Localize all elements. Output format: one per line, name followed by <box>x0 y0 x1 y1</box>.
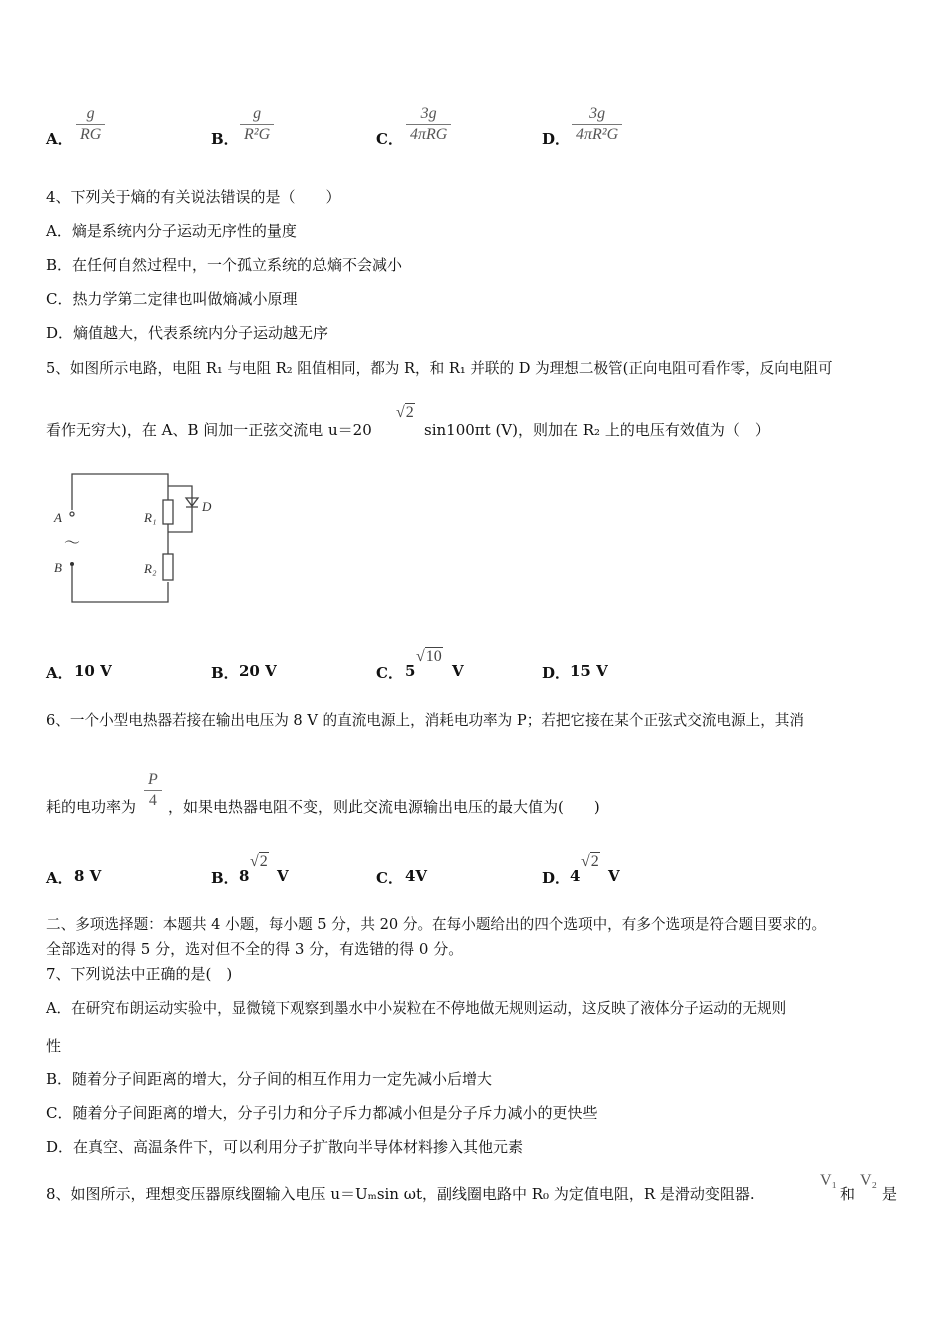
q7-option-d: D．在真空、高温条件下，可以利用分子扩散向半导体材料掺入其他元素 <box>46 1138 524 1156</box>
q5-option-d-text: 15 V <box>570 662 608 680</box>
q6-b-sqrt: √2 <box>250 853 268 870</box>
section2-heading-line2: 全部选对的得 5 分，选对但不全的得 3 分，有选错的得 0 分。 <box>46 940 464 958</box>
q4-option-d: D．熵值越大，代表系统内分子运动越无序 <box>46 324 329 342</box>
q8-stem: 8、如图所示，理想变压器原线圈输入电压 u＝Uₘsin ωt，副线圈电路中 R₀ 为定值电阻，R 是滑动变阻器. <box>46 1185 755 1203</box>
voltmeter-v2-symbol: V₂ <box>860 1172 878 1189</box>
q6-option-d-pre: 4 <box>570 867 581 885</box>
r1-resistor <box>163 500 173 524</box>
q3-option-d-label: D． <box>542 130 571 148</box>
terminal-a <box>70 512 74 516</box>
q3-b-num: g <box>253 105 262 122</box>
q3-option-c-label: C． <box>376 130 403 148</box>
q6-stem-line2-post: ，如果电热器电阻不变，则此交流电源输出电压的最大值为( ) <box>168 798 600 816</box>
r2-resistor <box>163 554 173 580</box>
q6-b-radicand: 2 <box>259 853 268 870</box>
label-a: A <box>54 510 62 525</box>
q3-c-num: 3g <box>420 105 437 122</box>
q5-stem-line1: 5、如图所示电路，电阻 R₁ 与电阻 R₂ 阻值相同，都为 R，和 R₁ 并联的 D 为理想二极管(正向电阻可看作零，反向电阻可 <box>46 360 833 377</box>
section2-heading-line1: 二、多项选择题：本题共 4 小题，每小题 5 分，共 20 分。在每小题给出的四个选项中，有多个选项是符合题目要求的。 <box>46 916 827 933</box>
q7-option-a-line2: 性 <box>46 1037 62 1055</box>
label-b: B <box>54 560 62 575</box>
ac-source-symbol: ～ <box>64 535 81 552</box>
q3-a-num: g <box>86 105 95 122</box>
q6-d-radicand: 2 <box>590 853 599 870</box>
q3-option-a-label: A． <box>46 130 73 148</box>
q3-option-a-fraction <box>76 104 105 145</box>
q6-option-b-pre: 8 <box>239 867 250 885</box>
q7-stem: 7、下列说法中正确的是( ) <box>46 965 233 983</box>
q5-c-sqrt: √10 <box>416 648 442 665</box>
q3-option-b-fraction <box>240 104 274 145</box>
q7-option-b: B．随着分子间距离的增大，分子间的相互作用力一定先减小后增大 <box>46 1070 493 1088</box>
q3-b-den: R²G <box>244 126 271 143</box>
q6-option-c-label: C． <box>376 869 403 887</box>
q4-stem: 4、下列关于熵的有关说法错误的是（ ） <box>46 188 341 206</box>
q3-option-c-fraction <box>406 104 451 145</box>
q6-d-sqrt: √2 <box>581 853 599 870</box>
label-r2: R₂ <box>144 561 157 576</box>
q6-stem-line2-pre: 耗的电功率为 <box>46 798 137 816</box>
q3-d-num: 3g <box>589 105 606 122</box>
q4-option-c: C．热力学第二定律也叫做熵减小原理 <box>46 290 298 308</box>
q7-option-a-line1: A．在研究布朗运动实验中，显微镜下观察到墨水中小炭粒在不停地做无规则运动，这反映了液体分子运动的无规则 <box>46 1000 787 1017</box>
q8-post: 是 <box>882 1185 898 1203</box>
q5-stem-line2-pre: 看作无穷大)，在 A、B 间加一正弦交流电 u＝20 <box>46 421 372 439</box>
q6-option-d-post: V <box>608 867 620 885</box>
q4-option-a: A．熵是系统内分子运动无序性的量度 <box>46 222 297 240</box>
q5-option-b-label: B． <box>211 664 239 682</box>
q6-option-a-text: 8 V <box>74 867 102 885</box>
q5-option-b-text: 20 V <box>239 662 277 680</box>
q5-option-a-label: A． <box>46 664 73 682</box>
label-r1: R₁ <box>144 510 157 525</box>
q5-option-c-post: V <box>452 662 464 680</box>
q7-option-c: C．随着分子间距离的增大，分子引力和分子斥力都减小但是分子斥力减小的更快些 <box>46 1104 598 1122</box>
q6-stem-line1: 6、一个小型电热器若接在输出电压为 8 V 的直流电源上，消耗电功率为 P；若把它接在某个正弦式交流电源上，其消 <box>46 712 804 729</box>
q6-option-b-label: B． <box>211 869 239 887</box>
q8-and: 和 <box>840 1185 856 1203</box>
q5-option-a-text: 10 V <box>74 662 112 680</box>
q5-stem-line2-post: sin100πt (V)，则加在 R₂ 上的电压有效值为（ ） <box>424 421 770 439</box>
q5-c-radicand: 10 <box>425 648 442 665</box>
q3-a-den: RG <box>80 126 102 143</box>
q3-c-den: 4πRG <box>410 126 448 143</box>
q5-option-c-label: C． <box>376 664 403 682</box>
q5-stem-line2 <box>46 419 372 440</box>
q6-fraction <box>144 770 162 811</box>
q4-option-b: B．在任何自然过程中，一个孤立系统的总熵不会减小 <box>46 256 403 274</box>
wire-top <box>72 474 168 510</box>
voltmeter-v1-symbol: V₁ <box>820 1172 838 1189</box>
q5-sqrt: √2 <box>396 404 414 421</box>
q6-option-b-post: V <box>277 867 289 885</box>
q6-option-d-label: D． <box>542 869 571 887</box>
q3-option-b-label: B． <box>211 130 239 148</box>
q3-d-den: 4πR²G <box>576 126 619 143</box>
q5-circuit-diagram <box>50 470 230 610</box>
q6-option-c-text: 4V <box>405 867 428 885</box>
terminal-b <box>70 562 74 566</box>
q6-frac-num: P <box>148 771 158 788</box>
q5-option-d-label: D． <box>542 664 571 682</box>
q5-option-c-pre: 5 <box>405 662 416 680</box>
q6-option-a-label: A． <box>46 869 73 887</box>
q5-sqrt-radicand: 2 <box>405 404 414 421</box>
wire-parallel <box>168 486 192 532</box>
q3-option-d-fraction <box>572 104 622 145</box>
label-d: D <box>202 499 212 514</box>
q6-frac-den: 4 <box>148 792 157 809</box>
